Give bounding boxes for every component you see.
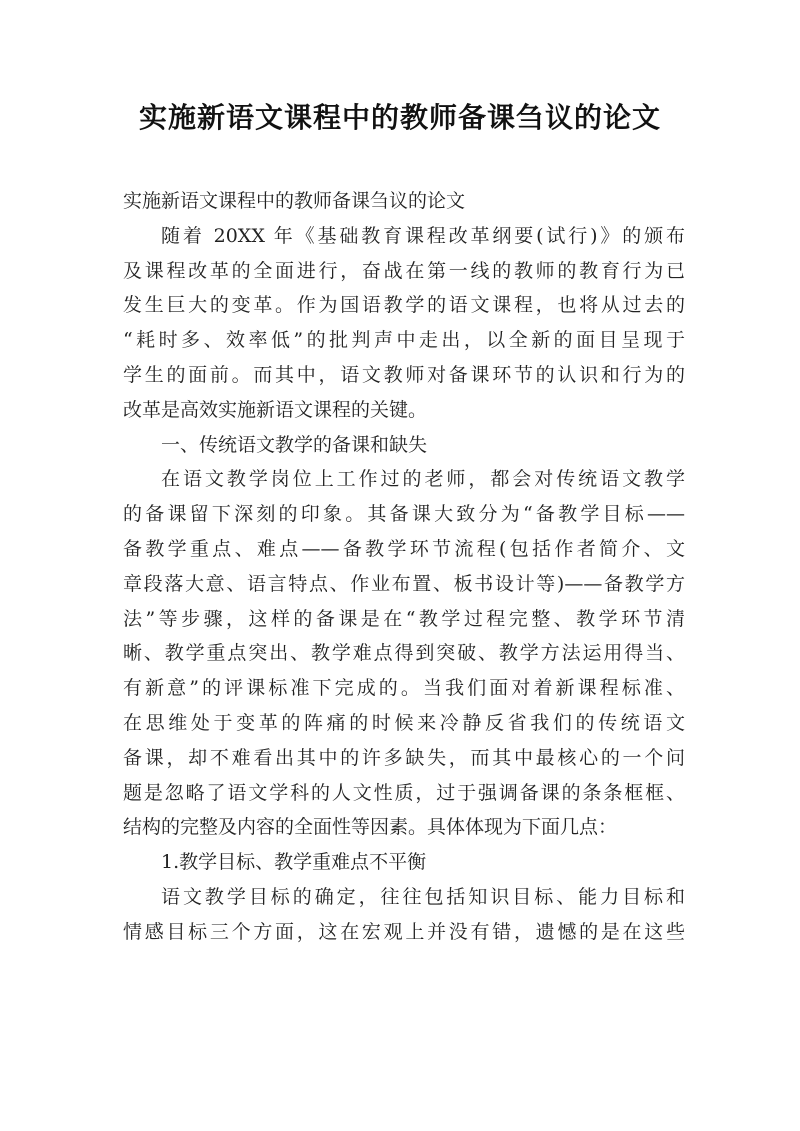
text-line: 情感目标三个方面，这在宏观上并没有错，遗憾的是在这些: [123, 920, 685, 943]
document-body: [123, 184, 685, 950]
text-line: 随着 20XX 年《基础教育课程改革纲要(试行)》的颁布: [161, 224, 685, 247]
text-line: 语文教学目标的确定，往往包括知识目标、能力目标和: [161, 885, 685, 908]
text-line: 法”等步骤，这样的备课是在“教学过程完整、教学环节清: [123, 607, 685, 630]
text-line: 1.教学目标、教学重难点不平衡: [161, 851, 427, 874]
text-line: 结构的完整及内容的全面性等因素。具体体现为下面几点：: [123, 816, 618, 839]
text-line: 实施新语文课程中的教师备课刍议的论文: [123, 190, 466, 212]
text-line: 学生的面前。而其中，语文教师对备课环节的认识和行为的: [123, 363, 685, 386]
text-line: 晰、教学重点突出、教学难点得到突破、教学方法运用得当、: [123, 642, 685, 665]
text-line: 有新意”的评课标准下完成的。当我们面对着新课程标准、: [123, 677, 685, 700]
text-line: 改革是高效实施新语文课程的关键。: [123, 398, 428, 421]
text-line: 题是忽略了语文学科的人文性质，过于强调备课的条条框框、: [123, 781, 685, 804]
text-line: 的备课留下深刻的印象。其备课大致分为“备教学目标——: [123, 503, 685, 526]
text-line: 一、传统语文教学的备课和缺失: [161, 433, 428, 456]
text-line: 备教学重点、难点——备教学环节流程(包括作者简介、文: [123, 537, 685, 560]
text-line: 章段落大意、语言特点、作业布置、板书设计等)——备教学方: [123, 572, 685, 595]
text-line: 在语文教学岗位上工作过的老师，都会对传统语文教学: [161, 468, 685, 491]
text-line: 及课程改革的全面进行，奋战在第一线的教师的教育行为已: [123, 259, 685, 282]
text-line: “耗时多、效率低”的批判声中走出，以全新的面目呈现于: [123, 329, 685, 352]
text-line: 发生巨大的变革。作为国语教学的语文课程，也将从过去的: [123, 294, 685, 317]
document-title: 实施新语文课程中的教师备课刍议的论文: [138, 101, 661, 134]
text-line: 备课，却不难看出其中的许多缺失，而其中最核心的一个问: [123, 746, 685, 769]
text-line: 在思维处于变革的阵痛的时候来冷静反省我们的传统语文: [123, 711, 685, 734]
